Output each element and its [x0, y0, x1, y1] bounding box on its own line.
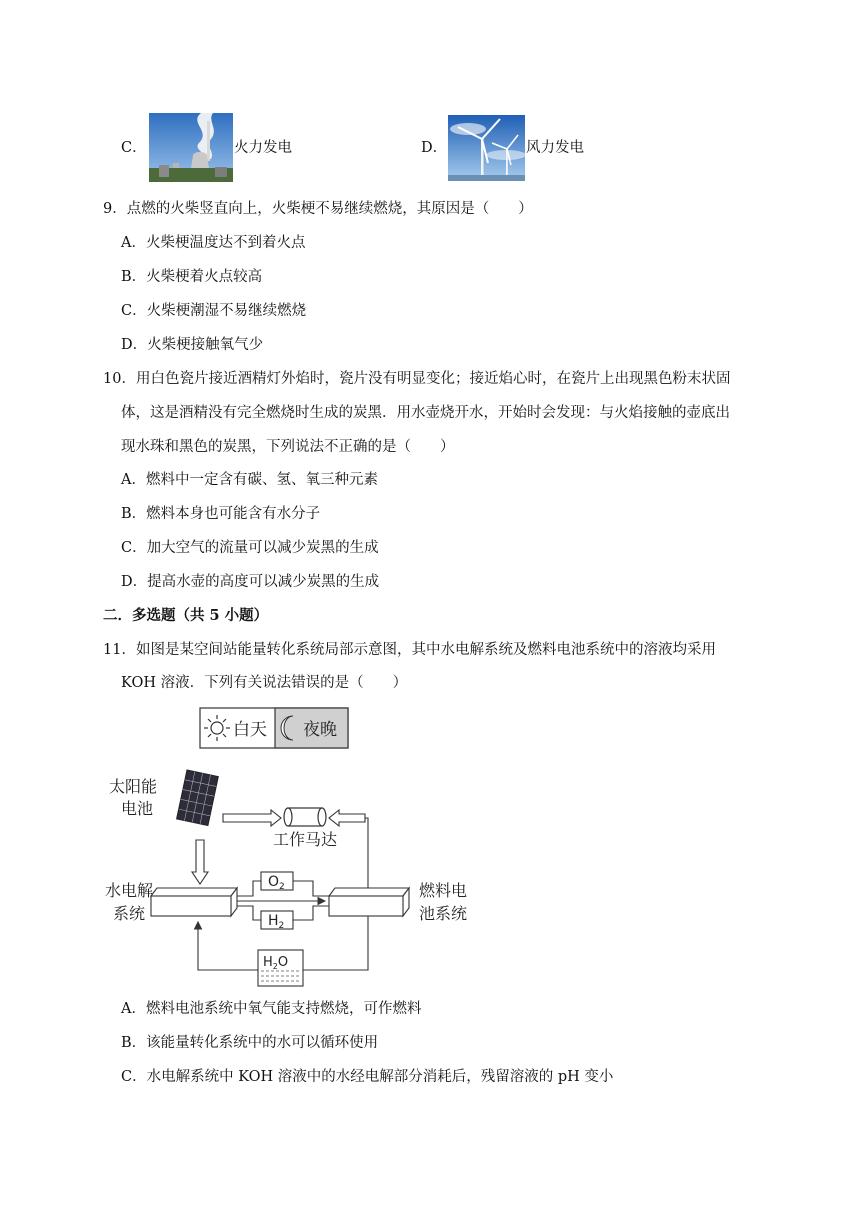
night-label: 夜晚	[303, 720, 337, 740]
o2-subscript: 2	[279, 882, 285, 892]
q9-option-d: D．火柴梗接触氧气少	[121, 337, 264, 353]
option-c-text: 火力发电	[234, 140, 292, 156]
q10-option-d: D．提高水壶的高度可以减少炭黑的生成	[121, 574, 380, 590]
electrolysis-box	[151, 888, 237, 916]
water-label-tail: O	[277, 955, 289, 970]
water-subscript: 2	[272, 962, 278, 971]
q11-option-b: B．该能量转化系统中的水可以循环使用	[121, 1035, 379, 1051]
q11-stem-line-2: KOH 溶液．下列有关说法错误的是（ ）	[121, 675, 408, 691]
q11-option-c: C．水电解系统中 KOH 溶液中的水经电解部分消耗后，残留溶液的 pH 变小	[121, 1069, 614, 1085]
electrolysis-label-1: 水电解	[105, 881, 154, 900]
q10-stem-line-2: 体，这是酒精没有完全燃烧时生成的炭黑．用水壶烧开水，开始时会发现：与火焰接触的壶底出	[121, 405, 730, 421]
day-label: 白天	[233, 720, 267, 740]
q9-stem: 9．点燃的火柴竖直向上，火柴梗不易继续燃烧，其原因是（ ）	[103, 201, 533, 217]
section-title: 二．多选题（共 5 小题）	[103, 607, 269, 624]
motor-icon	[284, 808, 326, 826]
option-d-letter: D．	[421, 140, 448, 156]
solar-label-2: 电池	[121, 799, 154, 818]
thermal-power-photo	[149, 113, 233, 182]
option-d-text: 风力发电	[526, 140, 584, 156]
h2-label: H	[268, 913, 279, 929]
q9-option-c: C．火柴梗潮湿不易继续燃烧	[121, 303, 307, 319]
electrolysis-label-2: 系统	[113, 904, 146, 923]
q10-option-b: B．燃料本身也可能含有水分子	[121, 506, 321, 522]
q10-option-c: C．加大空气的流量可以减少炭黑的生成	[121, 540, 379, 556]
solar-panel-icon	[177, 770, 219, 826]
fuel-cell-label-1: 燃料电	[419, 881, 467, 900]
motor-label: 工作马达	[273, 830, 338, 849]
wind-power-photo	[448, 115, 525, 181]
q10-stem-line-1: 10．用白色瓷片接近酒精灯外焰时，瓷片没有明显变化；接近焰心时，在瓷片上出现黑色粉末状固	[103, 371, 731, 387]
h2-subscript: 2	[278, 921, 285, 931]
q11-stem-line-1: 11．如图是某空间站能量转化系统局部示意图，其中水电解系统及燃料电池系统中的溶液均采用	[103, 642, 716, 658]
energy-system-diagram	[103, 700, 467, 990]
fuel-cell-box	[329, 888, 409, 916]
solar-label-1: 太阳能	[109, 777, 158, 796]
q10-stem-line-3: 现水珠和黑色的炭黑，下列说法不正确的是（ ）	[121, 439, 455, 455]
q9-option-b: B．火柴梗着火点较高	[121, 269, 263, 285]
q10-option-a: A．燃料中一定含有碳、氢、氧三种元素	[121, 472, 378, 488]
water-label: H	[263, 955, 273, 970]
q9-option-a: A．火柴梗温度达不到着火点	[121, 235, 306, 251]
o2-label: O	[268, 874, 280, 890]
q11-option-a: A．燃料电池系统中氧气能支持燃烧，可作燃料	[121, 1001, 422, 1017]
fuel-cell-label-2: 池系统	[419, 904, 467, 923]
option-c-letter: C．	[121, 140, 147, 156]
